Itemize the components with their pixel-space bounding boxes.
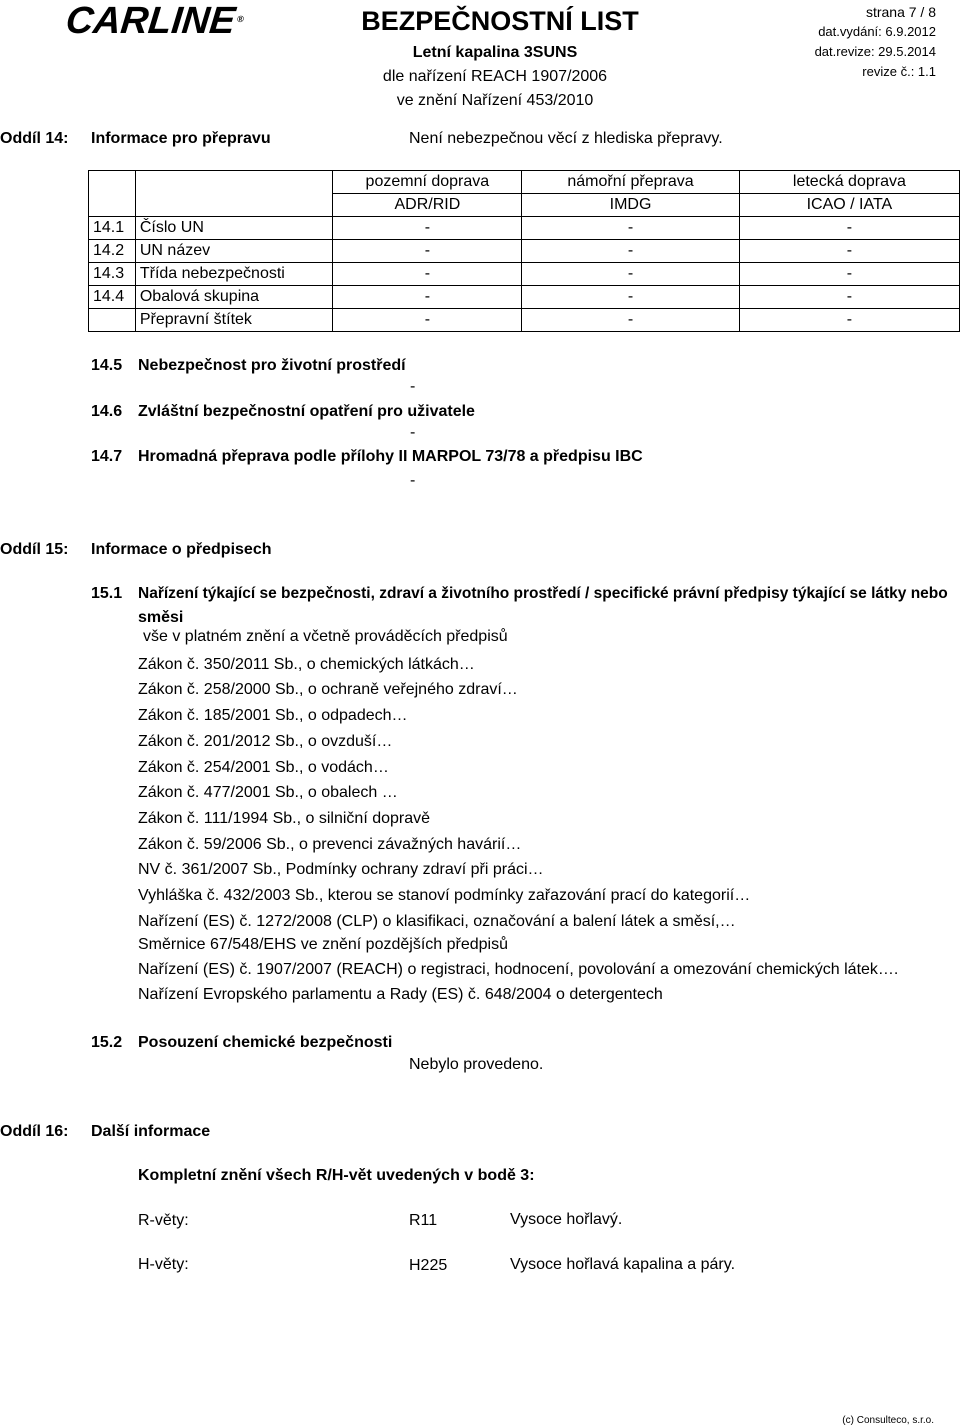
- section-16-title: Další informace: [91, 1123, 211, 1140]
- s146-number: 14.6: [91, 403, 123, 420]
- cell-sea: -: [522, 217, 740, 240]
- s147-title: Hromadná přeprava podle přílohy II MARPOL 73/78 a předpisu IBC: [138, 448, 643, 465]
- s146-value: -: [410, 424, 416, 441]
- s147-value: -: [410, 472, 416, 489]
- regulation-item: Zákon č. 258/2000 Sb., o ochraně veřejného zdraví…: [138, 681, 518, 698]
- col-air-code: ICAO / IATA: [739, 194, 959, 217]
- regulation-line: dle nařízení REACH 1907/2006: [382, 68, 608, 85]
- row-number: 14.1: [89, 217, 136, 240]
- revision-number: revize č.: 1.1: [862, 64, 936, 79]
- regulation-item: Zákon č. 350/2011 Sb., o chemických látkách…: [138, 656, 475, 673]
- header-empty-cell: [89, 171, 136, 217]
- s145-title: Nebezpečnost pro životní prostředí: [138, 357, 406, 374]
- row-number: 14.4: [89, 286, 136, 309]
- h-phrase-code: H225: [409, 1257, 448, 1274]
- table-row: [89, 309, 960, 332]
- document-title: BEZPEČNOSTNÍ LIST: [361, 6, 639, 36]
- regulation-item: Nařízení Evropského parlamentu a Rady (ES) č. 648/2004 o detergentech: [138, 986, 663, 1003]
- product-name: Letní kapalina 3SUNS: [412, 44, 578, 61]
- regulation-item: Zákon č. 59/2006 Sb., o prevenci závažných havárií…: [138, 836, 522, 853]
- logo-registered-mark: ®: [236, 14, 245, 24]
- header-empty-cell: [135, 171, 333, 217]
- s147-number: 14.7: [91, 448, 123, 465]
- page-number: strana 7 / 8: [865, 4, 936, 20]
- cell-sea: -: [522, 309, 740, 332]
- r-phrase-text: Vysoce hořlavý.: [510, 1211, 623, 1228]
- logo-text: CARLINE: [63, 0, 238, 42]
- col-sea-title: námořní přeprava: [522, 171, 740, 194]
- section-14-label: Oddíl 14:: [0, 130, 69, 147]
- cell-road: -: [333, 286, 522, 309]
- s146-title: Zvláštní bezpečnostní opatření pro uživatele: [138, 403, 475, 420]
- regulation-item: Zákon č. 254/2001 Sb., o vodách…: [138, 759, 389, 776]
- regulation-item: Nařízení (ES) č. 1907/2007 (REACH) o registraci, hodnocení, povolování a omezování chemických látek….: [138, 961, 899, 978]
- section-16-label: Oddíl 16:: [0, 1123, 69, 1140]
- cell-road: -: [333, 309, 522, 332]
- r-phrase-code: R11: [409, 1212, 438, 1229]
- footer-copyright: (c) Consulteco, s.r.o.: [842, 1415, 934, 1426]
- h-phrase-text: Vysoce hořlavá kapalina a páry.: [510, 1256, 736, 1273]
- cell-sea: -: [522, 286, 740, 309]
- s152-number: 15.2: [91, 1034, 123, 1051]
- rh-phrases-subtitle: Kompletní znění všech R/H-vět uvedených v bodě 3:: [138, 1167, 535, 1184]
- table-row: [89, 286, 960, 309]
- col-road-title: pozemní doprava: [333, 171, 522, 194]
- s152-value: Nebylo provedeno.: [409, 1056, 544, 1073]
- s151-title-line2: směsi: [138, 609, 184, 626]
- row-label: Přepravní štítek: [135, 309, 333, 332]
- table-row: [89, 217, 960, 240]
- s145-number: 14.5: [91, 357, 123, 374]
- regulation-item: Zákon č. 477/2001 Sb., o obalech …: [138, 784, 398, 801]
- section-14-note: Není nebezpečnou věcí z hlediska přepravy.: [409, 130, 723, 147]
- table-header-row: [89, 171, 960, 194]
- s151-number: 15.1: [91, 585, 123, 602]
- cell-sea: -: [522, 240, 740, 263]
- r-phrases-label: R-věty:: [138, 1212, 189, 1229]
- cell-sea: -: [522, 263, 740, 286]
- col-sea-code: IMDG: [522, 194, 740, 217]
- cell-road: -: [333, 217, 522, 240]
- row-label: Číslo UN: [135, 217, 333, 240]
- cell-air: -: [739, 217, 959, 240]
- s152-title: Posouzení chemické bezpečnosti: [138, 1034, 393, 1051]
- regulation-item: Zákon č. 185/2001 Sb., o odpadech…: [138, 707, 408, 724]
- col-road-code: ADR/RID: [333, 194, 522, 217]
- section-15-title: Informace o předpisech: [91, 541, 272, 558]
- section-14-title: Informace pro přepravu: [91, 130, 271, 147]
- table-row: [89, 240, 960, 263]
- issue-date: dat.vydání: 6.9.2012: [818, 24, 936, 39]
- s151-title-line1: Nařízení týkající se bezpečnosti, zdraví a životního prostředí / specifické právní předpisy týkající se látky nebo: [138, 585, 948, 602]
- s145-value: -: [410, 378, 416, 395]
- revision-date: dat.revize: 29.5.2014: [814, 44, 936, 59]
- row-number: 14.3: [89, 263, 136, 286]
- regulation-item: Vyhláška č. 432/2003 Sb., kterou se stanoví podmínky zařazování prací do kategorií…: [138, 887, 751, 904]
- table-row: [89, 263, 960, 286]
- cell-air: -: [739, 309, 959, 332]
- regulation-item: NV č. 361/2007 Sb., Podmínky ochrany zdraví při práci…: [138, 861, 544, 878]
- regulation-item: Zákon č. 201/2012 Sb., o ovzduší…: [138, 733, 393, 750]
- amendment-line: ve znění Nařízení 453/2010: [396, 92, 594, 109]
- regulation-item: Směrnice 67/548/EHS ve znění pozdějších předpisů: [138, 936, 508, 953]
- section-15-label: Oddíl 15:: [0, 541, 69, 558]
- row-label: Obalová skupina: [135, 286, 333, 309]
- transport-table: [88, 170, 960, 332]
- col-air-title: letecká doprava: [739, 171, 959, 194]
- cell-air: -: [739, 286, 959, 309]
- cell-road: -: [333, 240, 522, 263]
- row-number: 14.2: [89, 240, 136, 263]
- cell-air: -: [739, 240, 959, 263]
- row-number: [89, 309, 136, 332]
- row-label: UN název: [135, 240, 333, 263]
- h-phrases-label: H-věty:: [138, 1256, 189, 1273]
- s151-intro: vše v platném znění a včetně prováděcích předpisů: [143, 628, 508, 645]
- cell-road: -: [333, 263, 522, 286]
- row-label: Třída nebezpečnosti: [135, 263, 333, 286]
- cell-air: -: [739, 263, 959, 286]
- regulation-item: Zákon č. 111/1994 Sb., o silniční dopravě: [138, 810, 431, 827]
- regulation-item: Nařízení (ES) č. 1272/2008 (CLP) o klasifikaci, označování a balení látek a směsí,…: [138, 913, 736, 930]
